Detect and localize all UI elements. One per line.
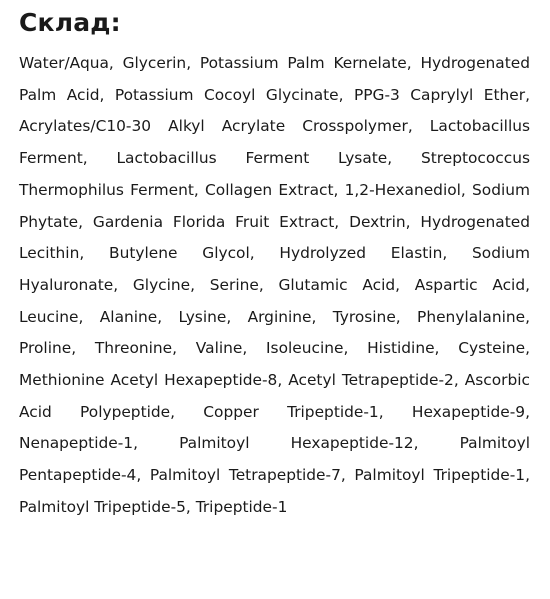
ingredients-list: Water/Aqua, Glycerin, Potassium Palm Kernelate, Hydrogenated Palm Acid, Potassium Cocoyl Glycinate, PPG-3 Caprylyl Ether, Acrylates/C10-30 Alkyl Acrylate Crosspolymer, Lactobacillus Ferment, Lactobacillus Ferment Lysate, Streptococcus Thermophilus Ferment, Collagen Extract, 1,2-Hexanediol, Sodium Phytate, Gardenia Florida Fruit Extract, Dextrin, Hydrogenated Lecithin, Butylene Glycol, Hydrolyzed Elastin, Sodium Hyaluronate, Glycine, Serine, Glutamic Acid, Aspartic Acid, Leucine, Alanine, Lysine, Arginine, Tyrosine, Phenylalanine, Proline, Threonine, Valine, Isoleucine, Histidine, Cysteine, Methionine Acetyl Hexapeptide-8, Acetyl Tetrapeptide-2, Ascorbic Acid Polypeptide, Copper Tripeptide-1, Hexapeptide-9, Nenapeptide-1, Palmitoyl Hexapeptide-12, Palmitoyl Pentapeptide-4, Palmitoyl Tetrapeptide-7, Palmitoyl Tripeptide-1, Palmitoyl Tripeptide-5, Tripeptide-1 (19, 54, 530, 516)
section-heading: Склад: (19, 8, 121, 37)
ingredients-section (19, 6, 530, 524)
